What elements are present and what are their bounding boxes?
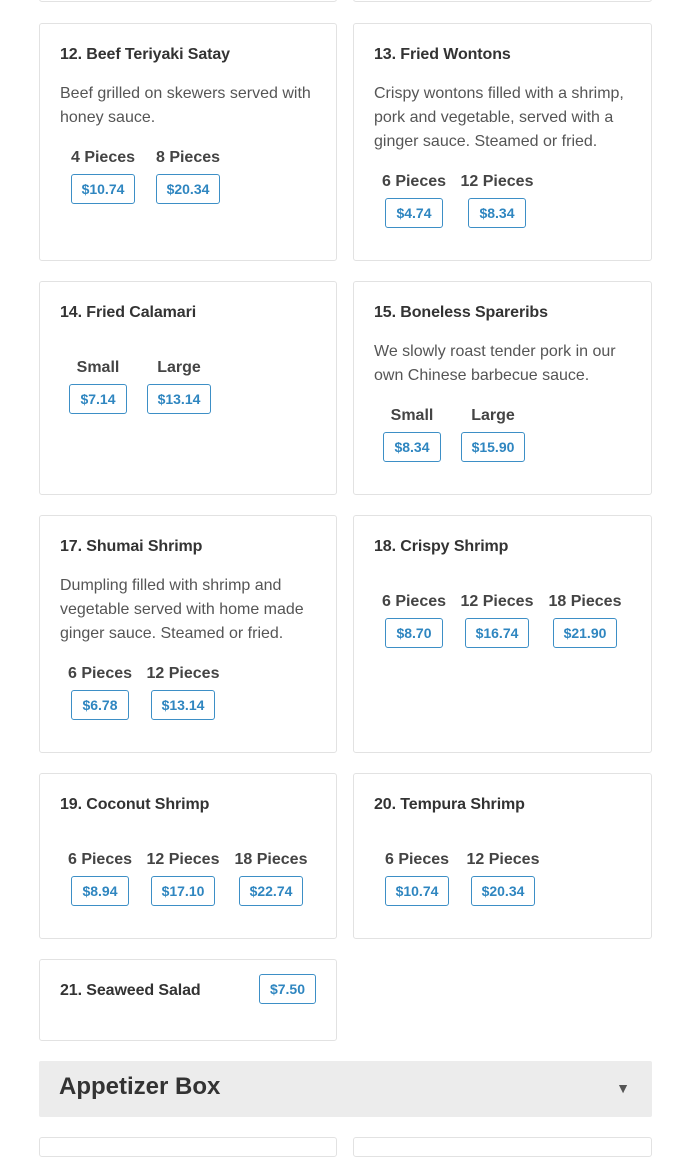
size-option [540, 592, 630, 648]
menu-item-boneless-spareribs [353, 281, 652, 495]
menu-item-card [353, 1137, 652, 1157]
price-button[interactable]: $10.74 [71, 174, 136, 204]
price-button[interactable]: $8.34 [468, 198, 525, 228]
menu-item-crispy-shrimp [353, 515, 652, 753]
size-label: 6 Pieces [384, 851, 450, 868]
menu-item-tempura-shrimp [353, 773, 652, 939]
item-title: 18. Crispy Shrimp [374, 538, 509, 555]
size-label: 18 Pieces [548, 593, 622, 610]
size-label: 6 Pieces [67, 665, 133, 682]
section-header-appetizer-box[interactable] [39, 1061, 652, 1117]
item-title: 17. Shumai Shrimp [60, 538, 203, 555]
item-description: Crispy wontons filled with a shrimp, pork and vegetable, served with a ginger sauce. Steamed or fried. [374, 85, 624, 150]
menu-item-seaweed-salad [39, 959, 337, 1041]
price-button[interactable]: $10.74 [385, 876, 450, 906]
size-option [448, 406, 538, 462]
size-label: 12 Pieces [146, 665, 220, 682]
size-option [369, 172, 459, 228]
size-option [367, 406, 457, 462]
price-button[interactable]: $17.10 [151, 876, 216, 906]
size-label: 6 Pieces [67, 851, 133, 868]
menu-item-fried-calamari [39, 281, 337, 495]
price-button[interactable]: $7.50 [259, 974, 316, 1004]
size-label: 8 Pieces [155, 149, 221, 166]
size-label: 12 Pieces [460, 593, 534, 610]
price-button[interactable]: $22.74 [239, 876, 304, 906]
price-button[interactable]: $8.94 [71, 876, 128, 906]
price-button[interactable]: $21.90 [553, 618, 618, 648]
price-button[interactable]: $4.74 [385, 198, 442, 228]
size-option [138, 664, 228, 720]
size-option [452, 172, 542, 228]
size-option [55, 850, 145, 906]
price-button[interactable]: $7.14 [69, 384, 126, 414]
item-title: 19. Coconut Shrimp [60, 796, 210, 813]
price-button[interactable]: $20.34 [471, 876, 536, 906]
size-label: Small [390, 407, 434, 424]
section-title: Appetizer Box [59, 1073, 221, 1100]
size-option [143, 148, 233, 204]
menu-item-card [39, 0, 337, 2]
item-description: Beef grilled on skewers served with honey sauce. [60, 85, 311, 126]
size-option [134, 358, 224, 414]
price-button[interactable]: $8.70 [385, 618, 442, 648]
menu-item-fried-wontons [353, 23, 652, 261]
size-option [138, 850, 228, 906]
caret-down-icon[interactable]: ▼ [616, 1080, 630, 1096]
item-title: 12. Beef Teriyaki Satay [60, 46, 230, 63]
size-option [458, 850, 548, 906]
size-label: Small [76, 359, 120, 376]
size-label: 6 Pieces [381, 593, 447, 610]
menu-item-shumai-shrimp [39, 515, 337, 753]
menu-item-card [39, 1137, 337, 1157]
size-label: 4 Pieces [70, 149, 136, 166]
size-label: 12 Pieces [466, 851, 540, 868]
price-button[interactable]: $20.34 [156, 174, 221, 204]
price-button[interactable]: $13.14 [151, 690, 216, 720]
size-label: 18 Pieces [234, 851, 308, 868]
price-button[interactable]: $16.74 [465, 618, 530, 648]
size-option [55, 664, 145, 720]
item-title: 14. Fried Calamari [60, 304, 197, 321]
size-label: 6 Pieces [381, 173, 447, 190]
item-title: 15. Boneless Spareribs [374, 304, 548, 321]
menu-item-beef-teriyaki-satay [39, 23, 337, 261]
size-option [226, 850, 316, 906]
size-option [58, 148, 148, 204]
price-button[interactable]: $6.78 [71, 690, 128, 720]
item-title: 20. Tempura Shrimp [374, 796, 525, 813]
size-option [369, 592, 459, 648]
menu-item-coconut-shrimp [39, 773, 337, 939]
size-label: 12 Pieces [460, 173, 534, 190]
size-label: 12 Pieces [146, 851, 220, 868]
item-description: Dumpling filled with shrimp and vegetable served with home made ginger sauce. Steamed or fried. [60, 577, 304, 642]
price-button[interactable]: $8.34 [383, 432, 440, 462]
size-option [372, 850, 462, 906]
size-label: Large [157, 359, 201, 376]
price-button[interactable]: $13.14 [147, 384, 212, 414]
menu-item-card [353, 0, 652, 2]
size-option [53, 358, 143, 414]
size-label: Large [471, 407, 515, 424]
price-button[interactable]: $15.90 [461, 432, 526, 462]
item-description: We slowly roast tender pork in our own Chinese barbecue sauce. [374, 343, 616, 384]
item-title: 13. Fried Wontons [374, 46, 511, 63]
size-option [452, 592, 542, 648]
item-title: 21. Seaweed Salad [60, 982, 201, 999]
